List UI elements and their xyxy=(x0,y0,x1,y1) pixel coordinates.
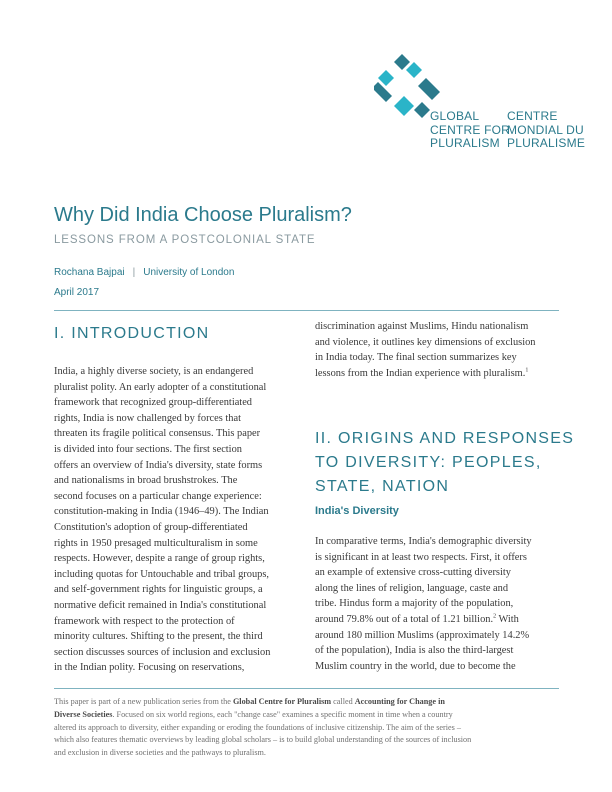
footnote-divider xyxy=(54,688,559,689)
byline-separator: | xyxy=(132,267,136,278)
author-name: Rochana Bajpai xyxy=(54,267,125,278)
page-title: Why Did India Choose Pluralism? xyxy=(54,204,352,226)
byline xyxy=(54,267,234,278)
page-subtitle: LESSONS FROM A POSTCOLONIAL STATE xyxy=(54,234,316,246)
footnote-reference: 2 xyxy=(493,613,497,620)
introduction-text-continued: discrimination against Muslims, Hindu nationalism and violence, it outlines key dimensions of exclusion in India today. The final section summarizes key lessons from the Indian experience with pluralism.$^1$ xyxy=(315,321,536,379)
subsection-heading-diversity: India's Diversity xyxy=(315,505,399,517)
diversity-text: In comparative terms, India's demographic diversity is significant in at least two respects. First, it offers an example of extensive cross-cutting diversity along the lines of religion, language, caste and tribe. Hindus form a majority of the population, around 79.8% out of a total of 1.21 billion.$^2$ With around 180 million Muslims (approximately 14.2% of the population), India is also the third-largest Muslim country in the world, due to become the xyxy=(315,536,532,672)
section-heading-introduction: I. INTRODUCTION xyxy=(54,325,210,342)
publication-date: April 2017 xyxy=(54,287,100,298)
org-name-french: CENTRE MONDIAL DU PLURALISME xyxy=(507,109,586,150)
header-divider xyxy=(54,310,559,311)
section-heading-origins: II. ORIGINS AND RESPONSES TO DIVERSITY: PEOPLES, STATE, NATION xyxy=(315,430,575,495)
introduction-text: India, a highly diverse society, is an endangered pluralist polity. An early adopter of a constitutional framework that recognized group-differentiated rights, India is now challenged by forces that threaten its fragile political consensus. This paper is divided into four sections. The first section offers an overview of India's diversity, state forms and nationalisms in broad brushstrokes. The second focuses on a particular change experience: constitution-making in India (1946–49). The Indian Constitution's adoption of group-differentiated rights in 1950 presaged multiculturalism in some respects. However, despite a range of group rights, including quotas for Untouchable and tribal groups, and self-government rights for linguistic groups, a normative deficit remained in India's constitutional framework with respect to the protection of minority cultures. Shifting to the present, the third section discusses sources of inclusion and exclusion in the Indian polity. Focusing on reservations, xyxy=(54,366,271,674)
org-name-english: GLOBAL CENTRE FOR PLURALISM xyxy=(430,109,510,150)
author-affiliation: University of London xyxy=(143,267,235,278)
footnote-reference: 1 xyxy=(525,367,529,374)
series-footnote: This paper is part of a new publication series from the Global Centre for Pluralism called Accounting for Change in Diverse Societies. Focused on six world regions, each "change case" examines a specific moment in time when a country altered its approach to diversity, either expanding or eroding the foundations of inclusive citizenship. The aim of the series – which also features thematic overviews by leading global scholars – is to build global understanding of the sources of inclusion and exclusion in diverse societies and the pathways to pluralism. xyxy=(54,697,472,758)
